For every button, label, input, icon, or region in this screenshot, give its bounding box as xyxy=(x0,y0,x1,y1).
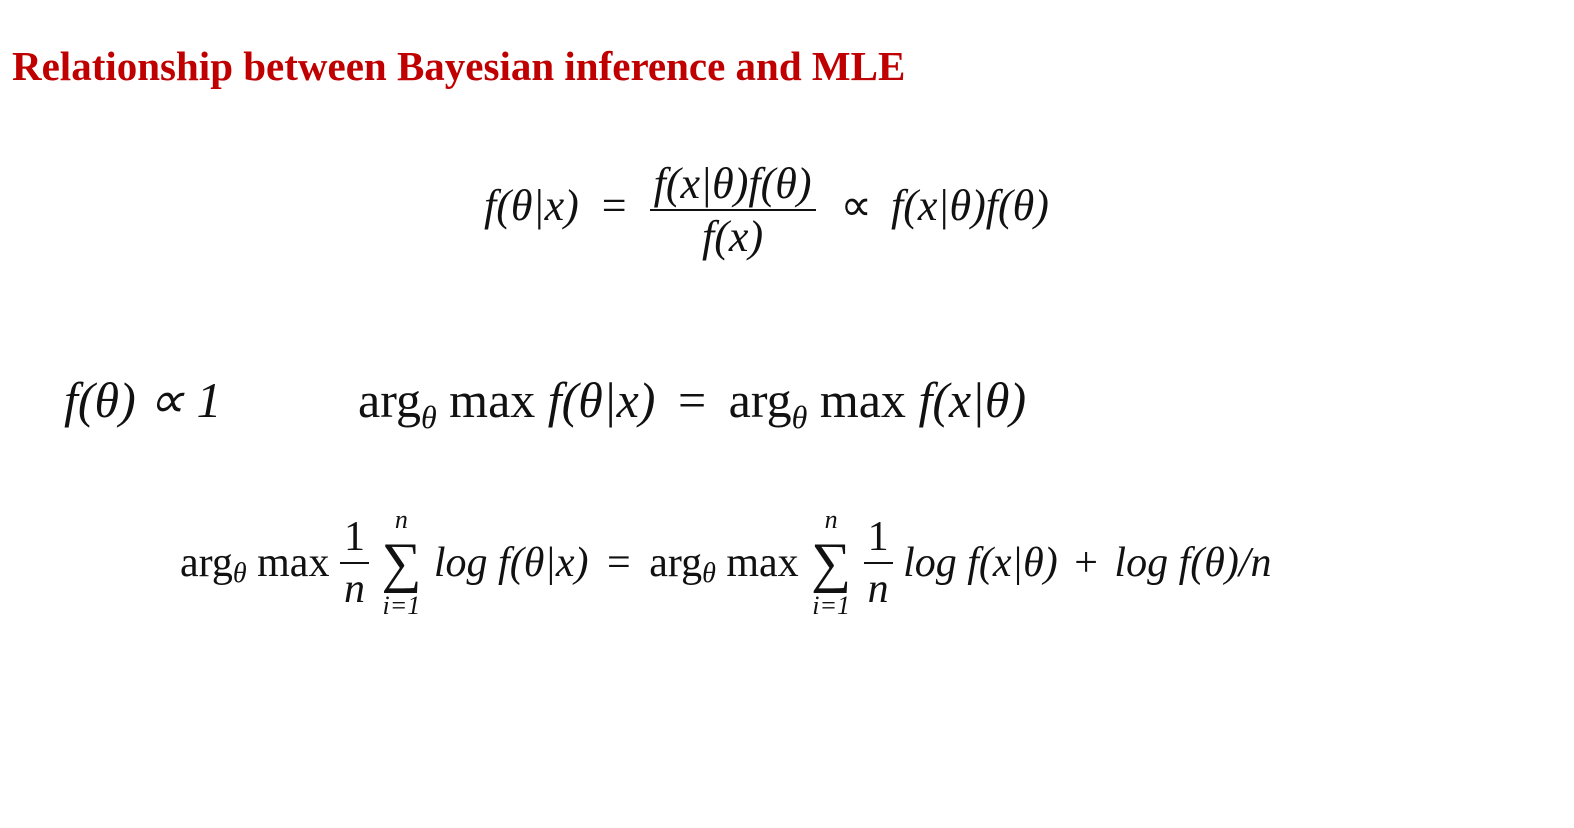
fraction-numerator: 1 xyxy=(343,514,365,560)
flat-prior-condition xyxy=(64,370,221,430)
argmax-equivalence-equation xyxy=(358,370,1026,447)
flat-prior-text: f(θ) ∝ 1 xyxy=(64,372,222,428)
equals-sign: = xyxy=(601,181,627,231)
max-operator: max xyxy=(819,372,906,428)
sigma-symbol: ∑ xyxy=(381,532,422,594)
summation xyxy=(381,505,421,621)
sum-upper-limit: n xyxy=(824,505,838,534)
bayes-denominator: f(x) xyxy=(702,212,764,261)
log-posterior-term: log f(θ|x) xyxy=(433,540,589,586)
theta-subscript: θ xyxy=(791,399,808,435)
bayes-numerator: f(x|θ)f(θ) xyxy=(653,159,812,208)
one-over-n-fraction xyxy=(864,512,893,614)
likelihood-term: f(x|θ) xyxy=(918,372,1027,428)
theta-subscript: θ xyxy=(702,558,716,590)
summation xyxy=(811,505,851,621)
log-argmax-equation xyxy=(180,505,1272,621)
theta-subscript: θ xyxy=(232,558,247,590)
sum-lower-limit: i=1 xyxy=(812,591,850,620)
likelihood-times-prior: f(x|θ)f(θ) xyxy=(890,181,1049,231)
arg-operator: arg xyxy=(180,540,233,586)
theta-subscript: θ xyxy=(420,399,437,435)
sigma-symbol: ∑ xyxy=(811,532,852,594)
fraction-numerator: 1 xyxy=(867,514,889,560)
sum-lower-limit: i=1 xyxy=(382,591,421,620)
slide-title: Relationship between Bayesian inference and MLE xyxy=(12,43,906,89)
fraction-denominator: n xyxy=(343,566,365,612)
max-operator: max xyxy=(726,540,799,586)
fraction-denominator: n xyxy=(867,566,889,612)
arg-operator: arg xyxy=(728,372,792,428)
log-likelihood-term: log f(x|θ) xyxy=(903,540,1058,586)
sum-upper-limit: n xyxy=(394,505,408,534)
one-over-n-fraction xyxy=(340,512,369,614)
arg-operator: arg xyxy=(649,540,703,586)
proportional-sign: ∝ xyxy=(840,181,872,231)
max-operator: max xyxy=(449,372,536,428)
plus-sign: + xyxy=(1074,540,1098,586)
posterior-term: f(θ|x) xyxy=(547,372,656,428)
equals-sign: = xyxy=(677,372,707,428)
equals-sign: = xyxy=(607,540,631,586)
posterior-lhs: f(θ|x) xyxy=(484,181,579,231)
log-prior-term: log f(θ)/n xyxy=(1114,540,1272,586)
bayes-rule-equation xyxy=(484,158,1049,262)
arg-operator: arg xyxy=(358,372,421,428)
bayes-fraction xyxy=(650,158,816,262)
max-operator: max xyxy=(257,540,330,586)
